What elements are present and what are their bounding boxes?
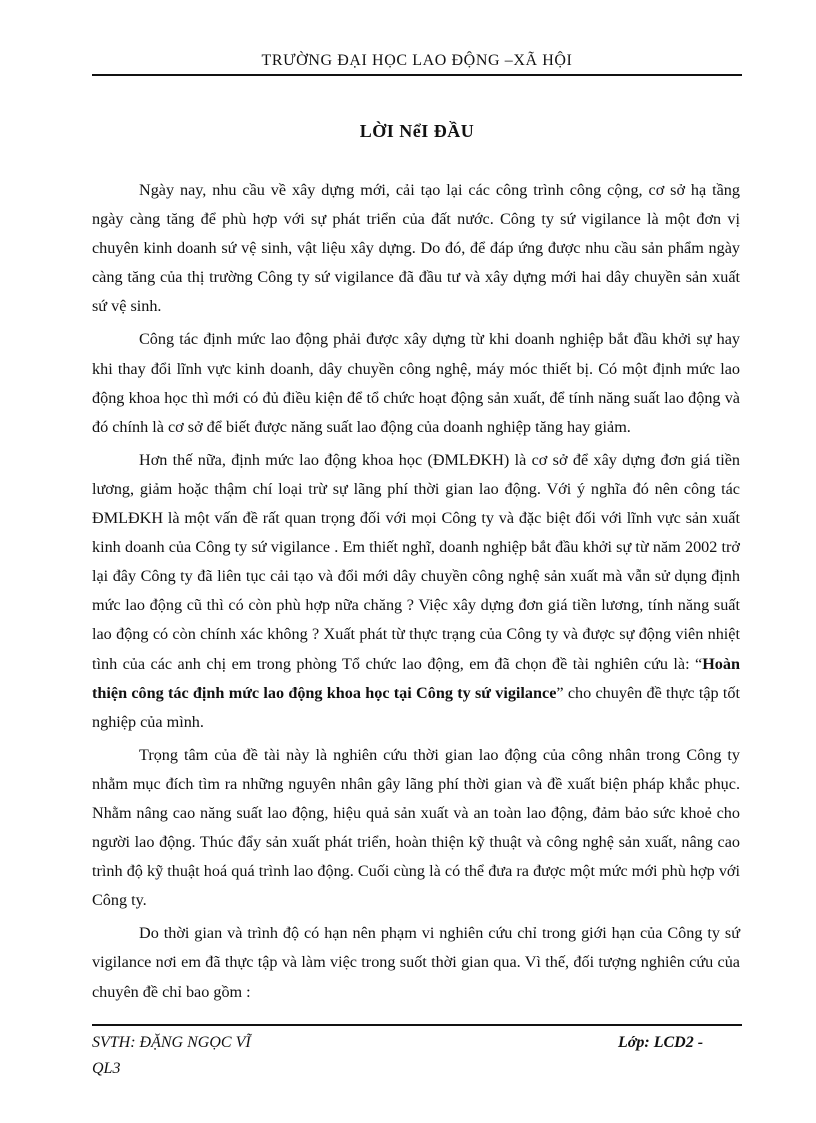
page-title: LỜI NểI ĐẦU <box>359 121 475 141</box>
paragraph-2: Công tác định mức lao động phải được xây dựng từ khi doanh nghiệp bắt đầu khởi sự hay khi thay đổi lĩnh vực kinh doanh, dây chuyền công nghệ, máy móc thiết bị. Có một định mức lao động khoa học thì mới có đủ điều kiện để tổ chức hoạt động sản xuất, để tính năng suất lao động và đó chính là cơ sở để biết được năng suất lao động của doanh nghiệp tăng hay giảm. <box>92 330 740 436</box>
thesis-topic-title: Hoàn thiện công tác định mức lao động khoa học tại Công ty sứ vigilance <box>92 654 740 702</box>
running-header: TRƯỜNG ĐẠI HỌC LAO ĐỘNG –XÃ HỘI <box>261 52 573 69</box>
footer-class <box>618 1030 703 1056</box>
paragraph-3-tail: ” cho chuyên đề thực tập tốt nghiệp của mình. <box>92 683 741 731</box>
class-label: Lớp: <box>618 1034 654 1051</box>
paragraph-1: Ngày nay, nhu cầu về xây dựng mới, cải tạo lại các công trình công cộng, cơ sở hạ tầng ngày càng tăng để phù hợp với sự phát triển của đất nước. Công ty sứ vigilance là một đơn vị chuyên kinh doanh sứ vệ sinh, vật liệu xây dựng. Do đó, để đáp ứng được nhu cầu sản phẩm ngày càng tăng của thị trường Công ty sứ vigilance đã đầu tư và xây dựng mới hai dây chuyền sản xuất sứ vệ sinh. <box>92 181 740 316</box>
footer-student <box>92 1030 251 1082</box>
paragraph-4: Trọng tâm của đề tài này là nghiên cứu thời gian lao động của công nhân trong Công ty nhằm mục đích tìm ra những nguyên nhân gây lãng phí thời gian và đề xuất biện pháp khắc phục. Nhằm nâng cao năng suất lao động, hiệu quả sản xuất và an toàn lao động, đảm bảo sức khoẻ cho người lao động. Thúc đẩy sản xuất phát triển, hoàn thiện kỹ thuật và công nghệ sản xuất, nâng cao trình độ kỹ thuật hoá quá trình lao động. Cuối cùng là có thể đưa ra được một mức mới phù hợp với Công ty. <box>92 745 740 910</box>
footer-divider <box>92 1024 742 1026</box>
student-class-suffix: QL3 <box>92 1060 121 1077</box>
class-value: LCD2 - <box>653 1034 704 1051</box>
header-divider <box>92 74 742 76</box>
paragraph-5: Do thời gian và trình độ có hạn nên phạm vi nghiên cứu chỉ trong giới hạn của Công ty sứ vigilance nơi em đã thực tập và làm việc trong suốt thời gian qua. Vì thế, đối tượng nghiên cứu của chuyên đề chỉ bao gồm : <box>92 924 740 1001</box>
student-name: SVTH: ĐẶNG NGỌC VĨ <box>92 1034 251 1051</box>
paragraph-3 <box>92 446 740 737</box>
document-body <box>92 176 740 1011</box>
paragraph-3-text: Hơn thế nữa, định mức lao động khoa học (ĐMLĐKH) là cơ sở để xây dựng đơn giá tiền lương, giảm hoặc thậm chí loại trừ sự lãng phí thời gian lao động. Với ý nghĩa đó nên công tác ĐMLĐKH là một vấn đề rất quan trọng đối với mọi Công ty và đặc biệt đối với lĩnh vực sản xuất kinh doanh của Công ty sứ vigilance . Em thiết nghĩ, doanh nghiệp bắt đầu khởi sự từ năm 2002 trở lại đây Công ty đã liên tục cải tạo và đổi mới dây chuyền công nghệ sản xuất mà vẫn sử dụng định mức lao động cũ thì có còn phù hợp nữa chăng ? Việc xây dựng đơn giá tiền lương, tính năng suất lao động có còn chính xác không ? Xuất phát từ thực trạng của Công ty và được sự động viên nhiệt tình của các anh chị em trong phòng Tổ chức lao động, em đã chọn đề tài nghiên cứu là: “ <box>92 450 740 673</box>
